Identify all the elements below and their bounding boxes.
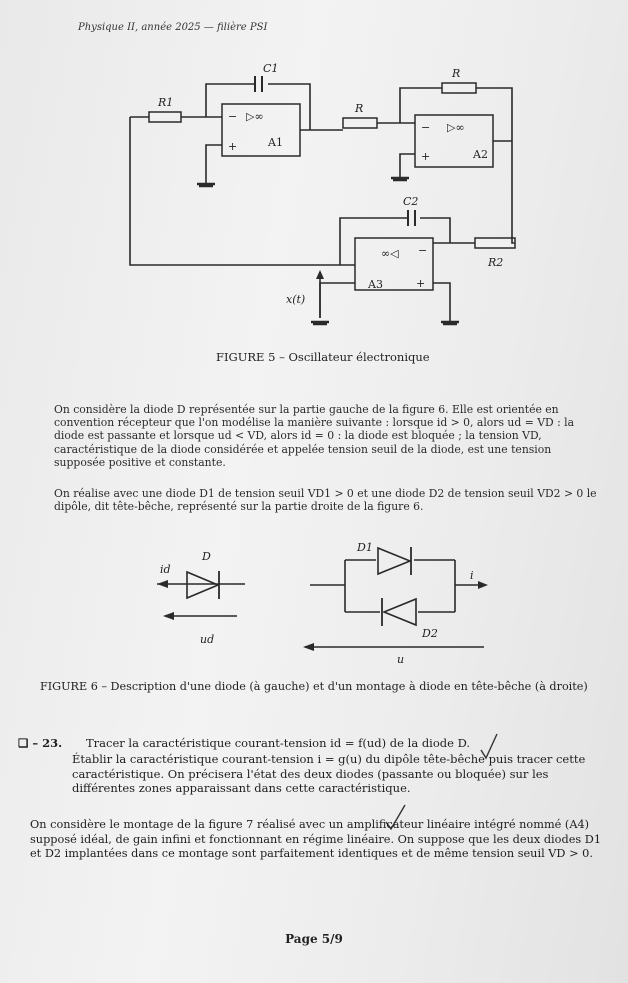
label-d1: D1	[357, 541, 373, 554]
question-line-1: Tracer la caractéristique courant-tension id = f(ud) de la diode D.	[86, 736, 471, 750]
paragraph-2: On réalise avec une diode D1 de tension seuil VD1 > 0 et une diode D2 de tension seuil VD2 > 0 le dipôle, dit tête-bêche, représenté sur la partie droite de la figure 6.	[54, 487, 597, 514]
svg-text:+: +	[228, 140, 238, 153]
figure6-caption: FIGURE 6 – Description d'une diode (à gauche) et d'un montage à diode en tête-bêche (à droite)	[40, 680, 588, 693]
label-id: id	[160, 563, 171, 576]
question-line-2: Établir la caractéristique courant-tension i = g(u) du dipôle tête-bêche puis tracer cette caractéristique. On précisera l'état des deux diodes (passante ou bloquée) sur les différentes zones apparaissant dans cette caractéristique.	[72, 752, 586, 795]
label-d2: D2	[422, 627, 438, 640]
resistor-r1	[149, 112, 181, 122]
label-c1: C1	[263, 62, 279, 75]
svg-text:+: +	[421, 150, 431, 163]
resistor-r-top	[442, 83, 476, 93]
svg-text:+: +	[416, 277, 426, 290]
label-i: i	[470, 569, 474, 582]
svg-text:−: −	[418, 244, 428, 257]
label-x: x(t)	[286, 293, 306, 306]
resistor-r	[343, 118, 377, 128]
label-a1: A1	[268, 136, 283, 149]
question-number: ❑ – 23.	[18, 736, 63, 750]
figure6-tetebeche	[303, 541, 488, 666]
page-header: Physique II, année 2025 — filière PSI	[78, 22, 268, 33]
svg-text:∞◁: ∞◁	[381, 247, 399, 260]
svg-text:▷∞: ▷∞	[447, 121, 465, 134]
paragraph-3: On considère le montage de la figure 7 réalisé avec un amplificateur linéaire intégré nommé (A4) supposé idéal, de gain infini et fonctionnant en régime linéaire. On suppose que les deux diodes D1 et D2 implantées dans ce montage sont parfaitement identiques et de même tension seuil VD > 0.	[30, 818, 602, 860]
figure6-diode	[157, 550, 245, 646]
label-a2: A2	[473, 148, 488, 161]
figure5-caption: FIGURE 5 – Oscillateur électronique	[216, 350, 430, 364]
label-d: D	[202, 550, 211, 563]
label-ud: ud	[200, 633, 215, 646]
label-r-top: R	[452, 67, 461, 80]
label-a3: A3	[368, 278, 383, 291]
label-r2: R2	[488, 256, 504, 269]
label-r1: R1	[158, 96, 174, 109]
page-number: Page 5/9	[285, 932, 343, 946]
svg-text:−: −	[228, 110, 238, 123]
label-r: R	[355, 102, 364, 115]
label-c2: C2	[403, 195, 419, 208]
svg-text:−: −	[421, 121, 431, 134]
svg-text:▷∞: ▷∞	[246, 110, 264, 123]
label-u: u	[397, 653, 405, 666]
resistor-r2	[475, 238, 515, 248]
figure5-circuit	[130, 62, 515, 324]
paragraph-1: On considère la diode D représentée sur la partie gauche de la figure 6. Elle est orientée en convention récepteur que l'on modélise la manière suivante : lorsque id > 0, alors ud = VD : la diode est passante et lorsque ud < VD, alors id = 0 : la diode est bloquée ; la tension VD, caractéristique de la diode considérée et appelée tension seuil de la diode, est une tension supposée positive et constante.	[54, 403, 575, 469]
